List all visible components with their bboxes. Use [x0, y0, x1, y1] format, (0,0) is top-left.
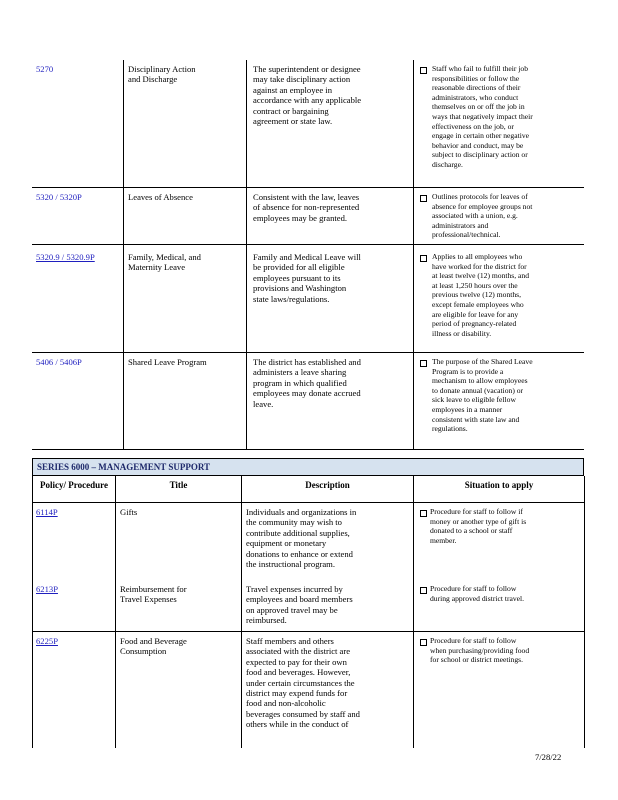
- row-description: Travel expenses incurred by employees and board members on approved travel may be reimbursed.: [246, 584, 353, 626]
- policy-link-6225p[interactable]: 6225P: [36, 636, 58, 646]
- row-situation: Procedure for staff to follow during approved district travel.: [430, 584, 525, 603]
- row-description: Consistent with the law, leaves of absence for non-represented employees may be granted.: [253, 192, 360, 223]
- row-description: The superintendent or designee may take disciplinary action against an employee in accordance with any applicable contract or bargaining agreement or state law.: [253, 64, 362, 127]
- checkbox-icon: [420, 587, 427, 594]
- row-situation: Applies to all employees who have worked for the district for at least twelve (12) months, and at least 1,250 hours over the previous twelve (12) months, except female employees who are eligible for leave for any period of pregnancy-related illness or disability.: [432, 252, 530, 338]
- policy-link-5320-9[interactable]: 5320.9 / 5320.9P: [36, 252, 95, 262]
- row-title: Family, Medical, and Maternity Leave: [128, 252, 201, 273]
- checkbox-icon: [420, 255, 427, 262]
- row-description: Staff members and others associated with the district are expected to pay for their own food and beverages. However, under certain circumstances the district may expend funds for food and non-alcoholic beverages consumed by staff and others while in the conduct of: [246, 636, 360, 730]
- header-policy: Policy/ Procedure: [40, 480, 108, 490]
- series-banner: [32, 458, 584, 476]
- row-title: Gifts: [120, 507, 138, 517]
- series-title: SERIES 6000 – MANAGEMENT SUPPORT: [37, 462, 211, 472]
- policy-link-5270[interactable]: 5270: [36, 64, 54, 74]
- checkbox-icon: [420, 67, 427, 74]
- row-description: Individuals and organizations in the community may wish to contribute additional supplies, equipment or monetary donations to enhance or extend the instructional program.: [246, 507, 357, 570]
- checkbox-icon: [420, 639, 427, 646]
- row-title: Food and Beverage Consumption: [120, 636, 187, 657]
- header-description: Description: [305, 480, 350, 490]
- footer-date: 7/28/22: [535, 752, 562, 762]
- header-situation: Situation to apply: [464, 480, 534, 490]
- policy-link-5320[interactable]: 5320 / 5320P: [36, 192, 82, 202]
- row-description: Family and Medical Leave will be provided for all eligible employees pursuant to its provisions and Washington state laws/regulations.: [253, 252, 361, 304]
- checkbox-icon: [420, 510, 427, 517]
- row-situation: Staff who fail to fulfill their job responsibilities or follow the reasonable directions of their administrators, who conduct themselves on or off the job in ways that negatively impact their effectiveness on the job, or engage in certain other negative behavior and conduct, may be subject to disciplinary action or discharge.: [432, 64, 533, 169]
- row-situation: The purpose of the Shared Leave Program is to provide a mechanism to allow employees to donate annual (vacation) or sick leave to eligible fellow employees in a manner consistent with state law and regulations.: [432, 357, 533, 434]
- row-description: The district has established and administers a leave sharing program in which qualified employees may donate accrued leave.: [253, 357, 361, 409]
- checkbox-icon: [420, 360, 427, 367]
- checkbox-icon: [420, 195, 427, 202]
- row-situation: Outlines protocols for leaves of absence for employee groups not associated with a union, e.g. administrators and professional/technical.: [432, 192, 533, 240]
- row-title: Disciplinary Action and Discharge: [128, 64, 196, 85]
- header-title: Title: [169, 480, 188, 490]
- row-title: Shared Leave Program: [128, 357, 207, 367]
- row-situation: Procedure for staff to follow if money or another type of gift is donated to a school or staff member.: [430, 507, 527, 545]
- row-situation: Procedure for staff to follow when purchasing/providing food for school or district meetings.: [430, 636, 530, 665]
- policy-link-6114p[interactable]: 6114P: [36, 507, 58, 517]
- row-title: Reimbursement for Travel Expenses: [120, 584, 187, 605]
- policy-link-5406[interactable]: 5406 / 5406P: [36, 357, 82, 367]
- policy-link-6213p[interactable]: 6213P: [36, 584, 58, 594]
- row-title: Leaves of Absence: [128, 192, 193, 202]
